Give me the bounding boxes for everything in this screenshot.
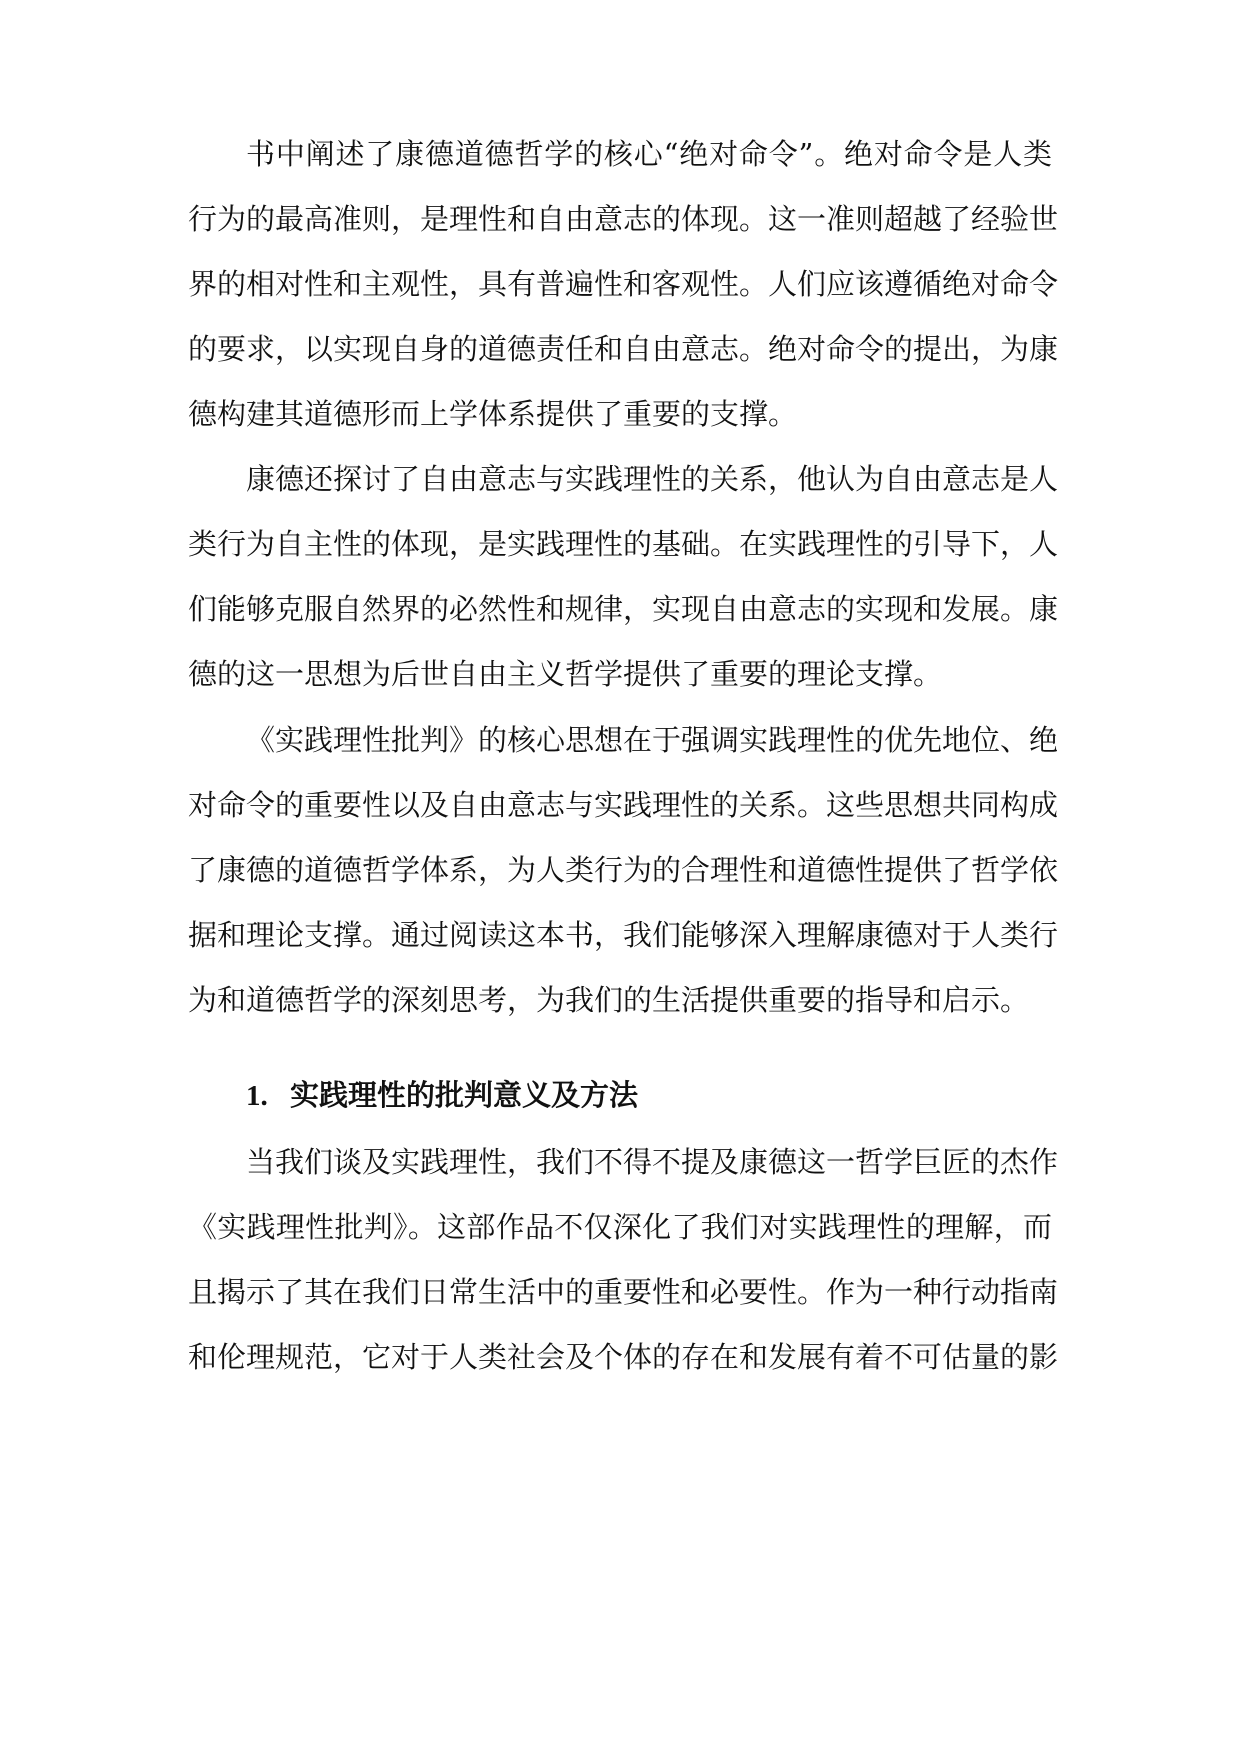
paragraph-1-line-4: 的要求，以实现自身的道德责任和自由意志。绝对命令的提出，为康 <box>188 332 1059 366</box>
paragraph-3-line-5: 为和道德哲学的深刻思考，为我们的生活提供重要的指导和启示。 <box>188 983 1030 1017</box>
paragraph-3-line-1: 《实践理性批判》的核心思想在于强调实践理性的优先地位、绝 <box>246 723 1059 757</box>
paragraph-2-line-4: 德的这一思想为后世自由主义哲学提供了重要的理论支撑。 <box>188 657 943 691</box>
paragraph-3-line-3: 了康德的道德哲学体系，为人类行为的合理性和道德性提供了哲学依 <box>188 853 1059 887</box>
paragraph-1-line-2: 行为的最高准则，是理性和自由意志的体现。这一准则超越了经验世 <box>188 202 1059 236</box>
section-paragraph-line-3: 且揭示了其在我们日常生活中的重要性和必要性。作为一种行动指南 <box>188 1275 1059 1309</box>
paragraph-2-line-2: 类行为自主性的体现，是实践理性的基础。在实践理性的引导下，人 <box>188 527 1059 561</box>
section-number: 1. <box>246 1080 268 1112</box>
paragraph-3-line-2: 对命令的重要性以及自由意志与实践理性的关系。这些思想共同构成 <box>188 788 1059 822</box>
paragraph-3-line-4: 据和理论支撑。通过阅读这本书，我们能够深入理解康德对于人类行 <box>188 918 1059 952</box>
paragraph-2-line-3: 们能够克服自然界的必然性和规律，实现自由意志的实现和发展。康 <box>188 592 1059 626</box>
paragraph-2-line-1: 康德还探讨了自由意志与实践理性的关系，他认为自由意志是人 <box>246 462 1059 496</box>
section-paragraph-line-4: 和伦理规范，它对于人类社会及个体的存在和发展有着不可估量的影 <box>188 1340 1059 1374</box>
section-paragraph-line-1: 当我们谈及实践理性，我们不得不提及康德这一哲学巨匠的杰作 <box>246 1145 1059 1179</box>
paragraph-1-line-5: 德构建其道德形而上学体系提供了重要的支撑。 <box>188 397 798 431</box>
paragraph-1-line-3: 界的相对性和主观性，具有普遍性和客观性。人们应该遵循绝对命令 <box>188 267 1059 301</box>
paragraph-1-line-1: 书中阐述了康德道德哲学的核心“绝对命令”。绝对命令是人类 <box>246 137 1052 171</box>
section-paragraph-line-2: 《实践理性批判》。这部作品不仅深化了我们对实践理性的理解，而 <box>188 1210 1052 1244</box>
section-heading <box>246 1075 1052 1115</box>
section-title: 实践理性的批判意义及方法 <box>290 1078 639 1112</box>
